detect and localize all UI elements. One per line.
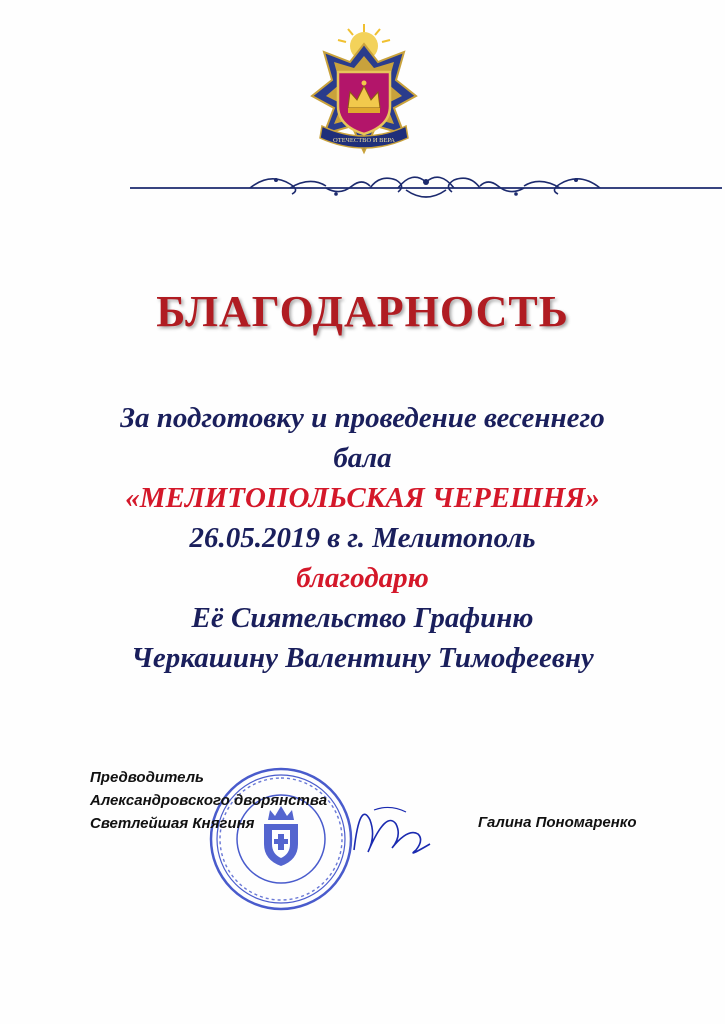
ornament-divider (130, 168, 722, 208)
emblem-motto: ОТЕЧЕСТВО И ВЕРА (333, 137, 395, 144)
thanks-word: благодарю (296, 562, 429, 594)
event-name: «МЕЛИТОПОЛЬСКАЯ ЧЕРЕШНЯ» (125, 482, 600, 514)
event-date-place: 26.05.2019 в г. Мелитополь (189, 522, 536, 554)
recipient-title: Её Сиятельство Графиню (191, 602, 534, 634)
recipient-name: Черкашину Валентину Тимофеевну (131, 642, 594, 674)
certificate-body (0, 398, 725, 678)
position-line-3: Светлейшая Княгиня (90, 815, 255, 832)
body-line-2: бала (333, 442, 392, 474)
signatory-position (90, 766, 327, 835)
handwritten-signature (346, 790, 436, 870)
coat-of-arms-emblem (308, 22, 420, 162)
position-line-1: Предводитель (90, 769, 204, 786)
document-title: БЛАГОДАРНОСТЬ (156, 287, 569, 336)
body-line-1: За подготовку и проведение весеннего (120, 402, 605, 434)
signer-name: Галина Пономаренко (478, 814, 637, 831)
position-line-2: Александровского дворянства (90, 792, 328, 809)
